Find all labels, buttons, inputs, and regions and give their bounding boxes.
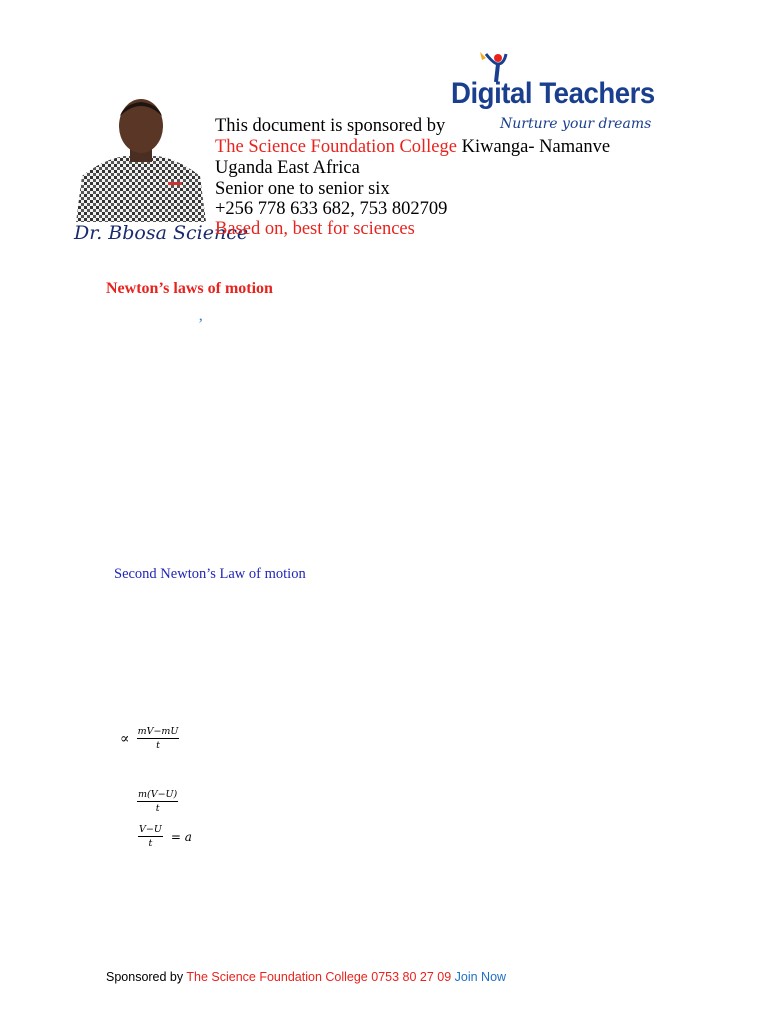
denominator: t [156, 740, 160, 751]
footer-college: The Science Foundation College [186, 970, 368, 984]
levels-line: Senior one to senior six [215, 179, 390, 199]
numerator: V−U [139, 824, 162, 835]
proportional-symbol: ∝ [120, 730, 130, 747]
equation-factored [137, 789, 178, 814]
denominator: t [148, 838, 153, 849]
college-location: Kiwanga- Namanve [461, 137, 611, 157]
logo-title: Digital Teachers [451, 77, 655, 110]
section-heading: Second Newton’s Law of motion [114, 566, 306, 582]
sponsor-college-line [215, 137, 610, 158]
fraction [137, 726, 180, 751]
equation-acceleration [138, 824, 192, 849]
denominator: t [155, 803, 160, 814]
logo-tagline: Nurture your dreams [500, 116, 652, 132]
footer-sponsor [106, 970, 506, 984]
sponsor-line: This document is sponsored by [215, 116, 446, 136]
country-line: Uganda East Africa [215, 158, 360, 178]
join-now-link[interactable]: Join Now [454, 970, 507, 984]
author-signature: Dr. Bbosa Science [74, 222, 249, 244]
equation-proportional [120, 726, 179, 751]
fraction [137, 789, 178, 814]
fraction [138, 824, 163, 849]
motto-line: Based on, best for sciences [215, 219, 415, 239]
author-photo [72, 98, 210, 222]
equation-rhs: = a [170, 829, 192, 844]
footer-phone: 0753 80 27 09 [367, 970, 455, 984]
numerator: mV−mU [137, 726, 179, 737]
numerator: m(V−U) [138, 789, 178, 800]
footer-prefix: Sponsored by [106, 970, 187, 984]
college-name: The Science Foundation College [215, 137, 457, 157]
phone-line: +256 778 633 682, 753 802709 [215, 199, 448, 219]
stray-mark: ’ [198, 316, 204, 333]
page-heading: Newton’s laws of motion [106, 280, 273, 297]
